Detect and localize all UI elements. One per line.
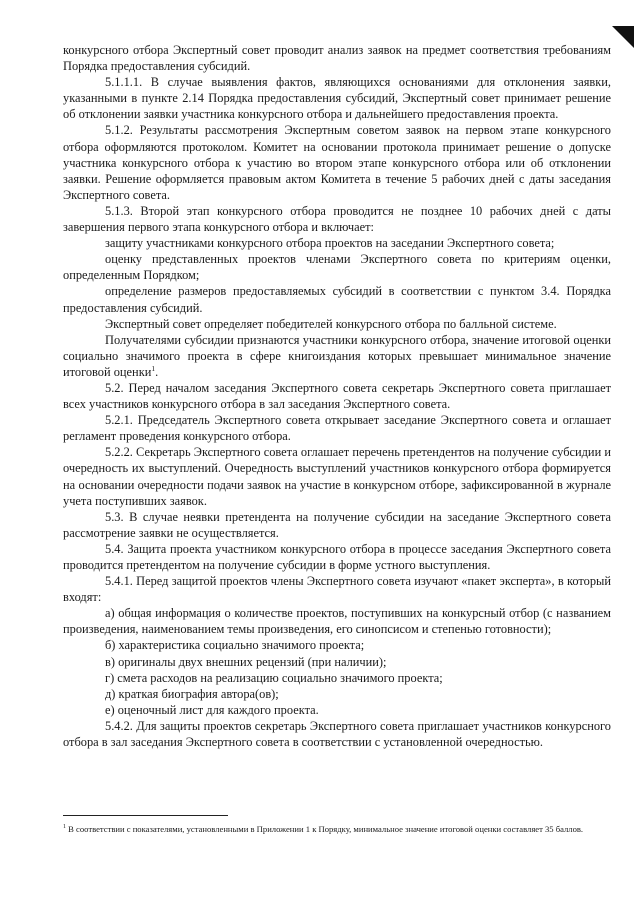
paragraph <box>63 670 611 686</box>
paragraph <box>63 654 611 670</box>
paragraph-tail: . <box>155 364 159 379</box>
paragraph <box>63 412 611 444</box>
paragraph-text: 5.3. В случае неявки претендента на получение субсидии на заседание Экспертного совета рассмотрение заявки не осуществляется. <box>63 509 611 540</box>
paragraph-text: в) оригиналы двух внешних рецензий (при наличии); <box>105 654 387 669</box>
paragraph <box>63 380 611 412</box>
paragraph <box>63 42 611 74</box>
paragraph <box>63 444 611 508</box>
paragraph <box>63 605 611 637</box>
paragraph-text: 5.1.3. Второй этап конкурсного отбора проводится не позднее 10 рабочих дней с даты завершения первого этапа конкурсного отбора и включает: <box>63 203 611 235</box>
paragraph <box>63 702 611 718</box>
paragraph <box>63 235 611 251</box>
corner-mark <box>612 26 634 48</box>
paragraph <box>63 122 611 202</box>
paragraph-text: защиту участниками конкурсного отбора проектов на заседании Экспертного совета; <box>105 236 555 251</box>
paragraph <box>63 74 611 122</box>
document-body <box>63 42 611 750</box>
paragraph <box>63 203 611 235</box>
paragraph <box>63 283 611 315</box>
paragraph-text: 5.1.1.1. В случае выявления фактов, являющихся основаниями для отклонения заявки, указанными в пункте 2.14 Порядка предоставления субсидий, Экспертный совет принимает решение об отклонении заявки участника конкурсного отбора и дальнейшего предоставления проекта. <box>63 75 611 122</box>
paragraph-text: д) краткая биография автора(ов); <box>105 686 279 701</box>
paragraph-text: 5.4.1. Перед защитой проектов члены Экспертного совета изучают «пакет эксперта», в который входят: <box>63 574 611 605</box>
paragraph <box>63 573 611 605</box>
paragraph <box>63 332 611 380</box>
paragraph-text: определение размеров предоставляемых субсидий в соответствии с пунктом 3.4. Порядка предоставления субсидий. <box>63 284 611 315</box>
paragraph-text: оценку представленных проектов членами Экспертного совета по критериям оценки, определенным Порядком; <box>63 252 611 283</box>
paragraph-text: 5.2.2. Секретарь Экспертного совета оглашает перечень претендентов на получение субсидии и очередность их выступлений. Очередность выступлений участников конкурсного отбора формируется на основании очередности подачи заявок на участие в конкурсном отборе, зафиксированной в журнале учета поступивших заявок. <box>63 445 611 508</box>
footnote-marker: 1 <box>63 824 66 831</box>
paragraph-text: конкурсного отбора Экспертный совет проводит анализ заявок на предмет соответствия требованиям Порядка предоставления субсидий. <box>63 43 611 74</box>
paragraph-text: 5.2. Перед началом заседания Экспертного совета секретарь Экспертного совета приглашает всех участников конкурсного отбора в зал заседания Экспертного совета. <box>63 380 611 412</box>
paragraph-text: 5.1.2. Результаты рассмотрения Экспертным советом заявок на первом этапе конкурсного отбора оформляются протоколом. Комитет на основании протокола принимает решение о допуске участника конкурсного отбора к участию во втором этапе конкурсного отбора или об отклонении заявки. Решение оформляется правовым актом Комитета в течение 5 рабочих дней с даты заседания Экспертного совета. <box>63 123 611 202</box>
paragraph-text: 5.2.1. Председатель Экспертного совета открывает заседание Экспертного совета и оглашает регламент проведения конкурсного отбора. <box>63 413 611 444</box>
paragraph-text: Экспертный совет определяет победителей конкурсного отбора по балльной системе. <box>105 316 557 331</box>
paragraph <box>63 316 611 332</box>
paragraph-text: г) смета расходов на реализацию социально значимого проекта; <box>105 670 443 685</box>
footnote-rule <box>63 815 228 816</box>
paragraph-text: 5.4. Защита проекта участником конкурсного отбора в процессе заседания Экспертного совета проводится претендентом на получение субсидии в форме устного выступления. <box>63 541 611 572</box>
footnote-reference: 1 <box>151 363 156 373</box>
paragraph-text: е) оценочный лист для каждого проекта. <box>105 702 319 717</box>
paragraph <box>63 637 611 653</box>
paragraph-text: а) общая информация о количестве проектов, поступивших на конкурсный отбор (с названием произведения, наименованием темы произведения, его синопсисом и степенью готовности); <box>63 606 611 637</box>
footnote-text: В соответствии с показателями, установленными в Приложении 1 к Порядку, минимальное значение итоговой оценки составляет 35 баллов. <box>68 824 584 834</box>
paragraph-text: Получателями субсидии признаются участники конкурсного отбора, значение итоговой оценки социально значимого проекта в сфере книгоиздания которых превышает минимальное значение итоговой оценки <box>63 332 611 379</box>
paragraph <box>63 251 611 283</box>
paragraph <box>63 509 611 541</box>
footnote <box>63 823 611 836</box>
paragraph <box>63 686 611 702</box>
paragraph-text: 5.4.2. Для защиты проектов секретарь Экспертного совета приглашает участников конкурсного отбора в зал заседания Экспертного совета в соответствии с установленной очередностью. <box>63 718 611 750</box>
paragraph-text: б) характеристика социально значимого проекта; <box>105 638 365 653</box>
paragraph <box>63 718 611 750</box>
paragraph <box>63 541 611 573</box>
